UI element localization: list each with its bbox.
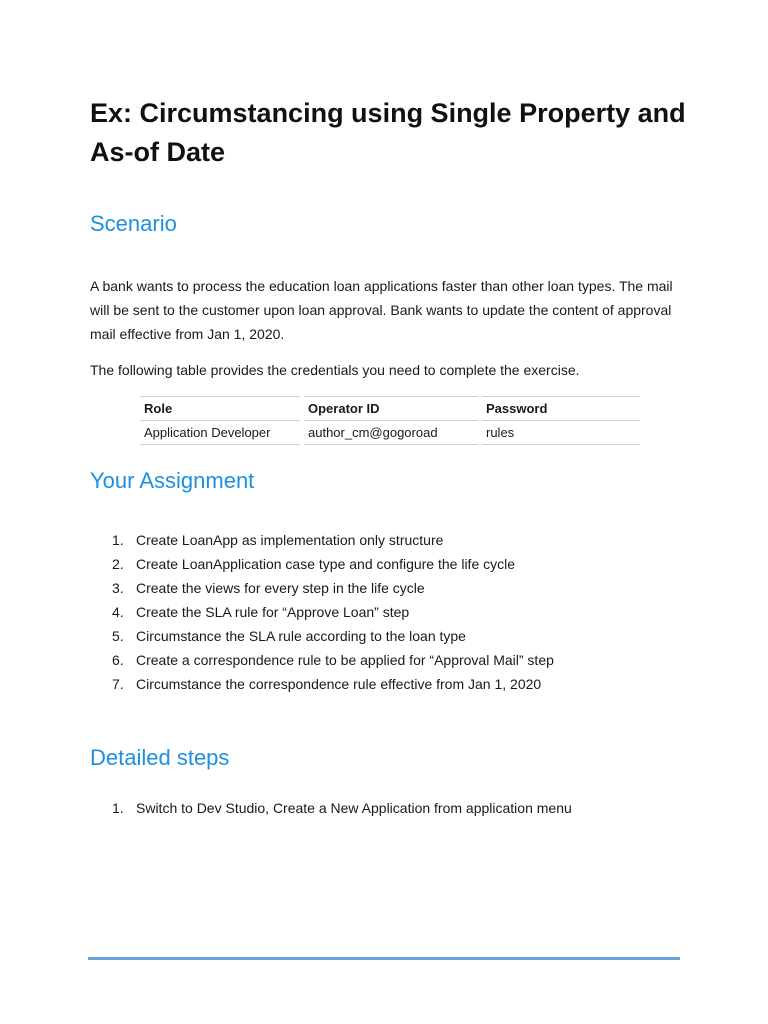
list-item-text: Create LoanApplication case type and configure the life cycle <box>136 556 516 572</box>
header-operator-id: Operator ID <box>304 396 478 421</box>
list-item-text: Circumstance the SLA rule according to the loan type <box>136 628 466 644</box>
list-item-text: Create the views for every step in the life cycle <box>136 580 425 596</box>
header-password: Password <box>482 396 640 421</box>
list-item <box>112 552 712 576</box>
list-item-text: Create a correspondence rule to be applied for “Approval Mail” step <box>136 652 554 668</box>
list-item-text: Circumstance the correspondence rule effective from Jan 1, 2020 <box>136 676 542 692</box>
list-item-text: Create LoanApp as implementation only structure <box>136 532 444 548</box>
list-item-number: 5. <box>112 628 124 644</box>
detailed-steps-list <box>112 796 712 820</box>
assignment-heading: Your Assignment <box>90 468 255 493</box>
credentials-table <box>136 396 644 445</box>
detailed-steps-heading: Detailed steps <box>90 745 230 770</box>
list-item-number: 2. <box>112 556 124 572</box>
cell-role: Application Developer <box>140 421 300 445</box>
list-item <box>112 600 712 624</box>
header-role: Role <box>140 396 300 421</box>
list-item <box>112 796 712 820</box>
list-item <box>112 648 712 672</box>
table-row <box>140 421 640 445</box>
assignment-list <box>112 528 712 696</box>
list-item <box>112 576 712 600</box>
list-item-number: 3. <box>112 580 124 596</box>
table-header-row <box>140 396 640 421</box>
list-item-number: 1. <box>112 532 124 548</box>
list-item-number: 1. <box>112 800 124 816</box>
list-item-text: Switch to Dev Studio, Create a New Application from application menu <box>136 800 572 816</box>
cell-operator-id: author_cm@gogoroad <box>304 421 478 445</box>
cell-password: rules <box>482 421 640 445</box>
list-item-number: 4. <box>112 604 124 620</box>
list-item <box>112 624 712 648</box>
footer-divider <box>88 957 680 960</box>
table-intro-paragraph: The following table provides the credentials you need to complete the exercise. <box>90 362 580 378</box>
list-item <box>112 528 712 552</box>
list-item-number: 6. <box>112 652 124 668</box>
list-item-text: Create the SLA rule for “Approve Loan” step <box>136 604 410 620</box>
list-item <box>112 672 712 696</box>
scenario-heading: Scenario <box>90 211 177 236</box>
scenario-paragraph: A bank wants to process the education loan applications faster than other loan types. The mail will be sent to the customer upon loan approval. Bank wants to update the content of approval mail effective from Jan 1, 2020. <box>90 278 673 342</box>
page-title: Ex: Circumstancing using Single Property and As-of Date <box>90 98 686 167</box>
list-item-number: 7. <box>112 676 124 692</box>
